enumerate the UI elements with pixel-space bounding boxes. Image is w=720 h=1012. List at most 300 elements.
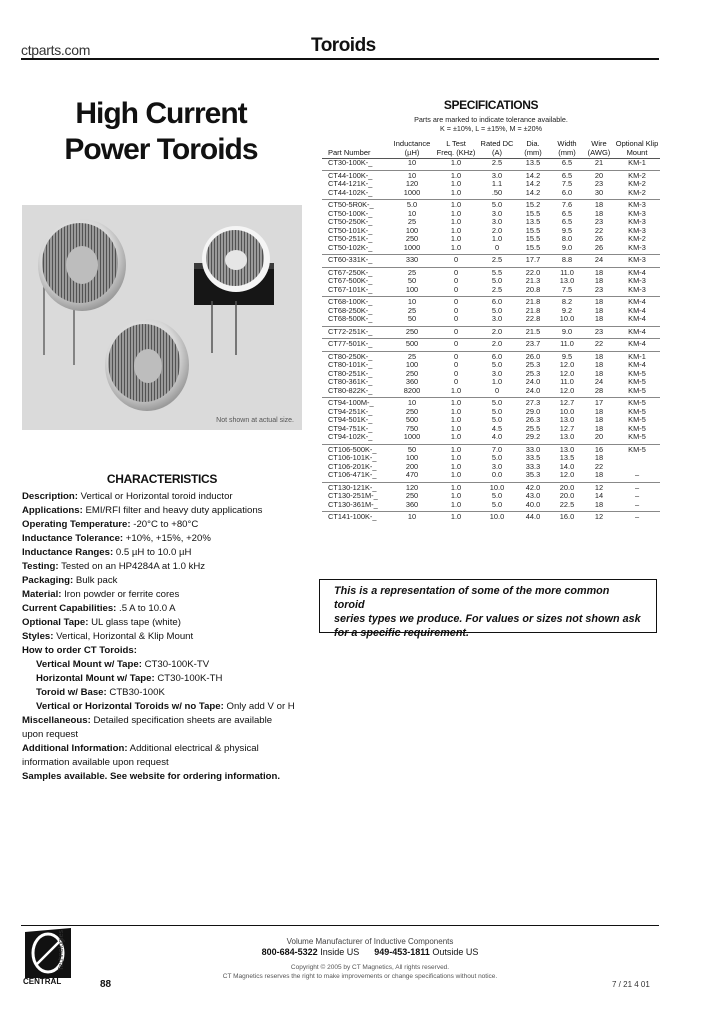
- row-group: [322, 199, 660, 252]
- table-cell: 15.2: [525, 200, 541, 209]
- table-cell: CT80-251K-_: [328, 369, 373, 378]
- table-cell: 21.8: [525, 305, 541, 315]
- table-cell: 10: [407, 297, 417, 306]
- table-cell: 23: [594, 284, 604, 294]
- table-cell: 330: [405, 255, 419, 264]
- characteristic-value: -20°C to +80°C: [133, 519, 199, 530]
- table-cell: 500: [405, 339, 419, 348]
- characteristic-row: [22, 700, 307, 714]
- note-line3: for a specific requirement.: [334, 627, 470, 639]
- table-cell: 10: [407, 208, 417, 218]
- tolerance-note: [322, 115, 660, 133]
- specifications-table: [322, 138, 660, 522]
- table-cell: KM-5: [628, 385, 646, 395]
- table-cell: 1.0: [491, 377, 503, 386]
- table-row: [322, 210, 660, 219]
- characteristic-label: Inductance Tolerance:: [22, 533, 124, 544]
- characteristic-row: [22, 756, 307, 770]
- table-cell: 0: [453, 339, 459, 348]
- characteristic-label: Operating Temperature:: [22, 519, 131, 530]
- table-cell: KM-5: [628, 444, 646, 454]
- table-cell: KM-3: [628, 208, 646, 218]
- table-cell: 12.0: [559, 368, 575, 378]
- table-cell: 7.6: [561, 200, 573, 209]
- note-line2: series types we produce. For values or sizes not shown ask: [334, 613, 641, 625]
- characteristic-label: Description:: [22, 491, 78, 502]
- table-cell: 250: [405, 326, 419, 336]
- table-cell: 18: [594, 415, 604, 424]
- table-cell: 0.0: [491, 470, 503, 479]
- table-cell: 10.0: [489, 512, 505, 521]
- table-cell: 0: [453, 284, 459, 294]
- table-cell: 13.0: [559, 415, 575, 424]
- table-cell: 15.5: [525, 242, 541, 252]
- table-cell: 25: [407, 351, 417, 361]
- table-cell: KM-4: [628, 326, 646, 336]
- table-cell: 1.0: [450, 482, 462, 492]
- table-row: [322, 463, 660, 472]
- characteristics-list: [22, 490, 307, 784]
- table-row: [322, 159, 660, 168]
- tolerance-note-line1: Parts are marked to indicate tolerance available.: [414, 115, 568, 124]
- table-cell: 100: [405, 453, 419, 462]
- table-cell: 14.0: [559, 461, 575, 471]
- column-header-line: Dia.: [526, 139, 540, 148]
- table-cell: 25: [407, 267, 417, 277]
- table-cell: 13.5: [525, 217, 541, 226]
- table-cell: KM-2: [628, 170, 646, 180]
- row-group: [322, 397, 660, 442]
- column-header-line: (A): [492, 148, 502, 157]
- footer-tagline: Volume Manufacturer of Inductive Components: [286, 937, 454, 946]
- table-cell: 0: [453, 276, 459, 285]
- table-cell: CT50-102K-_: [328, 243, 373, 252]
- table-cell: 1.0: [491, 234, 503, 243]
- characteristic-value: Detailed specification sheets are available: [93, 715, 273, 726]
- table-cell: 2.5: [491, 158, 503, 167]
- characteristic-label: Toroid w/ Base:: [36, 687, 107, 698]
- table-cell: 6.5: [561, 208, 573, 218]
- site-name: ctparts.com: [21, 42, 91, 58]
- table-cell: CT94-751K-_: [328, 424, 373, 433]
- table-cell: 13.5: [559, 453, 575, 462]
- table-row: [322, 218, 660, 227]
- table-cell: 3.0: [491, 461, 503, 471]
- characteristic-label: How to order CT Toroids:: [22, 645, 137, 656]
- table-cell: 1000: [403, 242, 421, 252]
- table-cell: 14.2: [525, 187, 541, 197]
- table-cell: 29.0: [525, 406, 541, 416]
- table-cell: 20: [594, 170, 604, 180]
- footer-copyright: Copyright © 2005 by CT Magnetics, All rights reserved.: [290, 964, 450, 971]
- characteristic-label: Testing:: [22, 561, 59, 572]
- characteristic-value: CT30-100K-TH: [157, 673, 223, 684]
- table-cell: 5.0: [491, 406, 503, 416]
- characteristic-row: [22, 616, 307, 630]
- table-cell: 360: [405, 499, 419, 509]
- column-header-line: L Test: [446, 139, 466, 148]
- table-cell: 26: [594, 242, 604, 252]
- page-title-line1: High Current: [75, 97, 247, 130]
- table-cell: CT50-101K-_: [328, 226, 373, 235]
- characteristic-value: Only add V or H: [226, 701, 295, 712]
- table-cell: 12: [594, 482, 604, 492]
- table-cell: 9.5: [561, 225, 573, 235]
- row-group: [322, 159, 660, 168]
- phone-inside-us: 800-684-5322: [261, 947, 318, 957]
- table-cell: 24.0: [525, 377, 541, 386]
- table-cell: 5.5: [491, 267, 503, 277]
- column-header: [478, 139, 516, 157]
- table-cell: 11.0: [560, 377, 574, 386]
- table-row: [322, 256, 660, 265]
- table-cell: 1000: [403, 432, 421, 441]
- table-cell: 3.0: [491, 208, 503, 218]
- table-row: [322, 501, 660, 510]
- table-cell: .50: [491, 187, 503, 197]
- table-cell: 1.0: [450, 461, 462, 471]
- table-cell: CT30-100K-_: [328, 159, 373, 167]
- table-cell: 4.0: [491, 432, 503, 441]
- characteristic-label: Samples available. See website for ordering information.: [22, 771, 281, 782]
- characteristic-value: .5 A to 10.0 A: [119, 603, 176, 614]
- table-row: [322, 454, 660, 463]
- table-cell: CT80-822K-_: [328, 386, 373, 395]
- table-cell: 22: [594, 225, 604, 235]
- table-cell: KM-5: [628, 406, 646, 416]
- toroid-center: [105, 319, 189, 411]
- table-cell: 24.0: [525, 385, 541, 395]
- table-cell: CT94-100M-_: [328, 399, 374, 407]
- table-body: [322, 159, 660, 522]
- table-cell: KM-5: [628, 415, 646, 424]
- table-cell: 120: [405, 482, 419, 492]
- table-row: [322, 399, 660, 408]
- table-cell: 12.7: [559, 398, 575, 407]
- table-cell: KM-1: [628, 158, 646, 167]
- characteristic-value: Bulk pack: [75, 575, 118, 586]
- table-cell: 22.0: [525, 267, 541, 277]
- table-cell: CT80-361K-_: [328, 378, 373, 386]
- characteristic-value: Additional electrical & physical: [129, 743, 259, 754]
- table-cell: 50: [407, 314, 417, 323]
- table-cell: 0: [453, 255, 459, 264]
- table-row: [322, 172, 660, 181]
- table-cell: –: [634, 512, 640, 521]
- table-cell: CT77-501K-_: [328, 340, 373, 348]
- table-cell: 1.0: [450, 187, 462, 197]
- table-cell: 0: [453, 305, 459, 315]
- table-cell: 8.0: [561, 234, 573, 243]
- logo-vertical-text: Technologies: [58, 930, 65, 971]
- phone-outside-us-label: Outside US: [432, 947, 479, 957]
- table-cell: CT68-100K-_: [328, 298, 373, 306]
- table-cell: 18: [594, 368, 604, 378]
- characteristic-value: information available upon request: [22, 757, 169, 768]
- table-cell: 21.5: [525, 326, 541, 336]
- table-cell: 16.0: [559, 512, 575, 521]
- table-cell: 18: [594, 351, 604, 361]
- characteristic-label: Vertical Mount w/ Tape:: [36, 659, 142, 670]
- table-cell: 21.3: [525, 276, 541, 285]
- column-header-line: Mount: [626, 148, 648, 157]
- table-row: [322, 433, 660, 442]
- table-cell: 9.0: [561, 326, 573, 336]
- table-cell: 250: [405, 491, 419, 500]
- table-row: [322, 387, 660, 396]
- table-cell: 470: [405, 470, 419, 479]
- table-cell: 1.0: [450, 470, 462, 479]
- characteristic-value: Iron powder or ferrite cores: [64, 589, 180, 600]
- table-cell: 1.0: [450, 398, 462, 407]
- table-cell: KM-2: [628, 234, 646, 243]
- row-group: [322, 482, 660, 510]
- table-cell: 2.0: [491, 339, 503, 348]
- table-row: [322, 328, 660, 337]
- characteristic-value: CTB30-100K: [109, 687, 165, 698]
- table-cell: 6.0: [491, 297, 503, 306]
- characteristic-value: upon request: [22, 729, 79, 740]
- characteristics-title: CHARACTERISTICS: [106, 472, 218, 486]
- table-row: [322, 307, 660, 316]
- table-cell: 5.0: [491, 415, 503, 424]
- table-cell: 12.0: [559, 385, 575, 395]
- table-cell: 18: [594, 423, 604, 433]
- characteristic-label: Applications:: [22, 505, 83, 516]
- table-cell: 0: [453, 267, 459, 277]
- specifications-title: SPECIFICATIONS: [443, 98, 539, 112]
- table-cell: 8.2: [561, 297, 573, 306]
- table-cell: KM-3: [628, 255, 646, 264]
- table-cell: CT44-100K-_: [328, 171, 373, 180]
- table-cell: 33.0: [525, 444, 541, 454]
- table-cell: 1.0: [450, 453, 462, 462]
- table-cell: 0: [494, 385, 500, 395]
- table-cell: 28: [594, 385, 604, 395]
- table-row: [322, 416, 660, 425]
- table-cell: 4.5: [491, 423, 503, 433]
- table-cell: 25.3: [525, 360, 541, 369]
- column-header: [516, 139, 550, 157]
- table-cell: 30: [594, 187, 604, 197]
- table-cell: 15.5: [525, 225, 541, 235]
- table-row: [322, 361, 660, 370]
- row-group: [322, 267, 660, 295]
- table-cell: 18: [594, 267, 604, 277]
- table-row: [322, 189, 660, 198]
- table-cell: 43.0: [525, 491, 541, 500]
- table-cell: 25.5: [525, 423, 541, 433]
- table-cell: 13.0: [559, 432, 575, 441]
- characteristic-label: Additional Information:: [22, 743, 128, 754]
- table-cell: 33.5: [525, 453, 541, 462]
- table-cell: CT94-102K-_: [328, 433, 373, 441]
- characteristic-row: [22, 672, 307, 686]
- table-cell: 1.0: [450, 444, 462, 454]
- table-row: [322, 269, 660, 278]
- table-cell: 6.0: [491, 351, 503, 361]
- table-row: [322, 492, 660, 501]
- characteristic-label: Optional Tape:: [22, 617, 89, 628]
- page-title: [20, 96, 302, 168]
- table-cell: 50: [407, 444, 417, 454]
- characteristic-row: [22, 490, 307, 504]
- table-cell: 18: [594, 305, 604, 315]
- table-cell: 12.0: [559, 470, 575, 479]
- column-header-line: Wire: [591, 139, 607, 148]
- footer-divider: [21, 925, 659, 926]
- table-cell: 1.0: [450, 491, 462, 500]
- table-cell: KM-5: [628, 432, 646, 441]
- table-cell: 1.0: [450, 158, 462, 167]
- table-row: [322, 277, 660, 286]
- table-cell: 18: [594, 297, 604, 306]
- table-cell: CT67-101K-_: [328, 285, 373, 294]
- table-cell: 10.0: [559, 406, 575, 416]
- table-cell: KM-2: [628, 187, 646, 197]
- table-cell: 7.5: [561, 284, 573, 294]
- table-cell: 24: [594, 377, 604, 386]
- table-cell: 9.0: [561, 242, 573, 252]
- table-cell: KM-5: [628, 398, 646, 407]
- table-cell: –: [634, 470, 640, 479]
- table-cell: 1.0: [450, 432, 462, 441]
- table-cell: 7.0: [491, 444, 503, 454]
- table-cell: CT130-361M-_: [328, 500, 378, 509]
- table-cell: 10.0: [559, 314, 575, 323]
- row-group: [322, 338, 660, 349]
- column-header: [322, 148, 390, 157]
- table-cell: 250: [405, 234, 419, 243]
- table-cell: 33.3: [525, 461, 541, 471]
- footer-code: 7 / 21 4 01: [612, 980, 650, 989]
- representation-note: [319, 579, 657, 639]
- table-cell: 22: [594, 339, 604, 348]
- row-group: [322, 511, 660, 522]
- table-cell: 23: [594, 217, 604, 226]
- phone-inside-us-label: Inside US: [320, 947, 360, 957]
- table-cell: 40.0: [525, 499, 541, 509]
- table-cell: 10: [407, 512, 417, 521]
- characteristic-value: Vertical or Horizontal toroid inductor: [80, 491, 233, 502]
- table-cell: 0: [494, 242, 500, 252]
- table-cell: 18: [594, 470, 604, 479]
- table-row: [322, 408, 660, 417]
- table-cell: CT130-251M-_: [328, 492, 378, 500]
- row-group: [322, 351, 660, 396]
- tolerance-note-line2: K = ±10%, L = ±15%, M = ±20%: [439, 124, 543, 133]
- table-cell: 1.0: [450, 208, 462, 218]
- table-cell: 1.0: [450, 217, 462, 226]
- table-row: [322, 513, 660, 522]
- table-cell: 360: [405, 377, 419, 386]
- table-cell: 14: [594, 491, 604, 500]
- table-cell: 100: [405, 284, 419, 294]
- characteristic-value: EMI/RFI filter and heavy duty applications: [85, 505, 263, 516]
- row-group: [322, 296, 660, 324]
- table-cell: 3.0: [491, 314, 503, 323]
- table-row: [322, 180, 660, 189]
- table-cell: KM-5: [628, 368, 646, 378]
- table-cell: 1.0: [450, 225, 462, 235]
- table-cell: KM-3: [628, 225, 646, 235]
- table-cell: –: [634, 499, 640, 509]
- table-cell: 20: [594, 432, 604, 441]
- column-header-line: (µH): [404, 148, 420, 157]
- table-cell: 5.0: [491, 453, 503, 462]
- table-cell: CT80-101K-_: [328, 361, 373, 369]
- table-cell: 7.5: [561, 179, 573, 188]
- table-cell: 750: [405, 423, 419, 433]
- table-cell: 26: [594, 234, 604, 243]
- footer-rights: CT Magnetics reserves the right to make improvements or change specifications without notice.: [222, 973, 498, 980]
- characteristic-value: Tested on an HP4284A at 1.0 kHz: [61, 561, 206, 572]
- table-cell: CT106-101K-_: [328, 454, 377, 462]
- characteristic-label: Miscellaneous:: [22, 715, 91, 726]
- characteristic-row: [22, 714, 307, 728]
- table-cell: 5.0: [491, 200, 503, 209]
- characteristic-label: Packaging:: [22, 575, 74, 586]
- characteristic-row: [22, 686, 307, 700]
- table-cell: 0: [453, 297, 459, 306]
- table-cell: KM-5: [628, 377, 646, 386]
- table-cell: 25: [407, 305, 417, 315]
- table-cell: 1.0: [450, 512, 462, 521]
- table-cell: 8200: [403, 385, 421, 395]
- table-row: [322, 370, 660, 379]
- table-cell: 13.5: [525, 158, 541, 167]
- table-row: [322, 425, 660, 434]
- table-cell: 12.0: [559, 360, 575, 369]
- table-cell: 1.1: [491, 179, 503, 188]
- table-cell: CT50-5R0K-_: [328, 201, 374, 209]
- table-cell: [614, 454, 660, 463]
- table-cell: 22: [594, 461, 604, 471]
- characteristic-label: Styles:: [22, 631, 54, 642]
- table-cell: 5.0: [406, 200, 418, 209]
- characteristic-row: [22, 658, 307, 672]
- table-cell: 17: [594, 398, 604, 407]
- table-cell: CT44-102K-_: [328, 188, 373, 197]
- table-cell: 17.7: [525, 255, 541, 264]
- table-cell: 15.5: [525, 234, 541, 243]
- table-row: [322, 286, 660, 295]
- table-cell: 18: [594, 360, 604, 369]
- characteristic-value: UL glass tape (white): [91, 617, 181, 628]
- table-cell: CT67-500K-_: [328, 277, 373, 285]
- section-title: Toroids: [311, 35, 376, 56]
- column-header-line: Width: [557, 139, 577, 148]
- table-row: [322, 315, 660, 324]
- column-header-line: Freq. (KHz): [436, 148, 476, 157]
- row-group: [322, 254, 660, 265]
- photo-caption: Not shown at actual size.: [216, 417, 294, 424]
- table-cell: 2.0: [491, 225, 503, 235]
- row-group: [322, 170, 660, 198]
- characteristic-row: [22, 518, 307, 532]
- table-row: [322, 446, 660, 455]
- table-cell: 21: [594, 158, 604, 167]
- table-cell: 50: [407, 276, 417, 285]
- table-cell: 27.3: [525, 398, 541, 407]
- table-cell: 6.5: [561, 217, 573, 226]
- table-row: [322, 340, 660, 349]
- characteristic-label: Vertical or Horizontal Toroids w/ no Tape:: [36, 701, 224, 712]
- table-cell: 6.0: [561, 187, 573, 197]
- table-cell: 100: [405, 360, 419, 369]
- table-row: [322, 201, 660, 210]
- table-cell: 26.3: [525, 415, 541, 424]
